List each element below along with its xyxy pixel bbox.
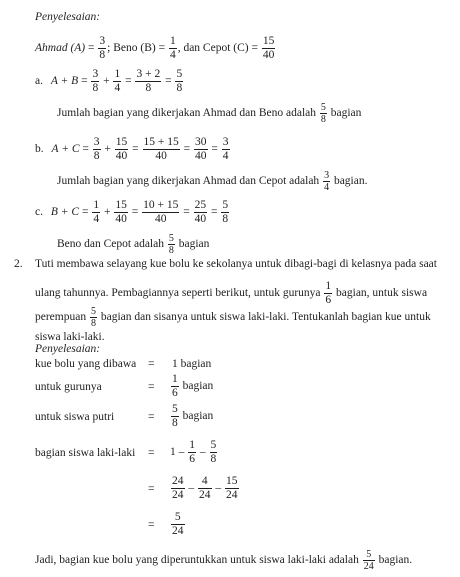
result-text: Beno dan Cepot adalah [57, 238, 164, 251]
item-label: c. [35, 206, 43, 219]
numerator: 25 [194, 199, 207, 211]
result-text: Jumlah bagian yang dikerjakan Ahmad dan Cepot adalah [57, 175, 320, 188]
row-label: bagian siswa laki-laki [35, 447, 136, 459]
solution-label-2: Penyelesaian: [35, 343, 101, 355]
minus: – [215, 482, 222, 495]
numerator: 15 [226, 475, 238, 487]
minus: – [199, 446, 206, 459]
equals: = [148, 381, 155, 393]
fraction [143, 137, 180, 162]
denominator: 24 [172, 489, 184, 501]
fraction [225, 476, 239, 501]
denominator: 4 [169, 49, 176, 61]
row-value [170, 512, 186, 537]
row-value [170, 374, 213, 399]
fraction [320, 103, 327, 124]
fraction-beno [169, 36, 177, 61]
denominator: 4 [222, 150, 229, 162]
denominator: 8 [93, 150, 100, 162]
result-text: Jumlah bagian yang dikerjakan Ahmad dan Beno adalah [57, 107, 316, 120]
denominator: 6 [172, 387, 178, 399]
row-label: untuk siswa putri [35, 411, 115, 423]
fraction [194, 200, 208, 225]
denominator: 8 [92, 82, 99, 94]
numerator: 1 [189, 439, 195, 451]
unit: bagian. [378, 554, 413, 567]
numerator: 3 [324, 170, 330, 181]
numerator: 1 [114, 68, 121, 80]
denominator: 8 [210, 453, 217, 465]
denominator: 8 [172, 417, 178, 429]
text: ulang tahunnya. Pembagiannya seperti berikut, untuk gurunya [35, 287, 321, 300]
equals: = [148, 358, 155, 370]
fraction [323, 171, 330, 192]
text: perempuan [35, 311, 87, 324]
denominator: 4 [93, 213, 100, 225]
text: bagian dan sisanya untuk siswa laki-laki. Tentukanlah bagian kue untuk [100, 311, 431, 324]
denominator: 40 [115, 150, 128, 162]
numerator: 3 + 2 [136, 68, 161, 80]
beno-label: ; Beno (B) [107, 42, 156, 55]
denominator: 40 [115, 213, 127, 225]
numerator: 5 [171, 512, 185, 525]
fraction [324, 281, 332, 306]
denominator: 40 [195, 150, 207, 162]
fraction [113, 69, 121, 94]
numerator: 24 [172, 475, 184, 487]
expression: A + B [50, 75, 79, 88]
minus: – [178, 446, 185, 459]
fraction [91, 69, 99, 94]
denominator: 8 [145, 82, 152, 94]
numerator: 1 [169, 35, 176, 47]
fraction [135, 69, 161, 94]
numerator: 5 [320, 102, 326, 113]
equals: = [148, 447, 155, 459]
denominator: 8 [99, 49, 106, 61]
equals: = [148, 411, 155, 423]
numerator: 30 [195, 136, 207, 148]
problem-line-1: Tuti membawa selayang kue bolu ke sekolanya untuk dibagi-bagi di kelasnya pada saat [35, 258, 437, 270]
denominator: 4 [114, 82, 121, 94]
solution-label: Penyelesaian: [35, 11, 101, 23]
denominator: 8 [90, 318, 96, 329]
numerator: 3 [92, 68, 99, 80]
equation-b: b. A + C = $\frac{3}{8}$ + $\frac{15}{40}$ = $\frac{15 + 15}{40}$ = $\frac{30}{40}$ = $\frac{3}{4}$ [35, 136, 229, 162]
numerator: 5 [210, 439, 217, 451]
numerator: 3 [93, 136, 100, 148]
denominator: 40 [155, 150, 167, 162]
equation-a: a. A + B = $\frac{3}{8}$ + $\frac{1}{4}$ = $\frac{3 + 2}{8}$ = $\frac{5}{8}$ [35, 68, 183, 94]
numerator: 1 [325, 280, 332, 292]
item-label: b. [35, 143, 44, 156]
fraction [194, 137, 208, 162]
fraction [363, 550, 375, 571]
denominator: 24 [226, 489, 238, 501]
numerator: 3 [99, 35, 106, 47]
denominator: 8 [320, 114, 326, 125]
fraction [92, 200, 100, 225]
ahmad-label: Ahmad (A) [35, 42, 86, 55]
denominator: 24 [172, 525, 184, 537]
numerator: 1 [93, 199, 100, 211]
fraction [115, 137, 129, 162]
text: bagian, untuk siswa [336, 287, 428, 300]
numerator: 10 + 15 [143, 199, 179, 211]
fraction [168, 234, 175, 255]
denominator: 8 [222, 213, 229, 225]
equation-c: c. B + C = $\frac{1}{4}$ + $\frac{15}{40}$ = $\frac{10 + 15}{40}$ = $\frac{25}{40}$ = $\frac{5}{8}$ [35, 199, 229, 225]
problem-number: 2. [14, 258, 23, 270]
numerator: 15 [115, 199, 127, 211]
item-label: a. [35, 75, 43, 88]
result-c [57, 234, 209, 255]
numerator: 4 [198, 476, 212, 489]
row-value: 1 bagian [172, 358, 212, 370]
denominator: 8 [176, 82, 183, 94]
unit: bagian [182, 380, 214, 393]
numerator: 5 [168, 233, 174, 244]
fraction [93, 137, 101, 162]
fraction [171, 512, 185, 537]
numerator: 1 [172, 373, 178, 385]
expression: A + C [51, 143, 80, 156]
conclusion-text: Jadi, bagian kue bolu yang diperuntukkan untuk siswa laki-laki adalah [35, 554, 359, 567]
denominator: 40 [194, 213, 207, 225]
denominator: 24 [363, 561, 374, 572]
one: 1 [170, 446, 176, 459]
denominator: 40 [262, 49, 275, 61]
fraction [210, 440, 218, 465]
row-value [170, 404, 213, 429]
equals: = [148, 483, 155, 495]
numerator: 5 [90, 306, 96, 317]
expression: B + C [50, 206, 80, 219]
result-a [57, 103, 361, 124]
fraction [114, 200, 128, 225]
numerator: 3 [222, 136, 229, 148]
fraction [142, 200, 179, 225]
row-label: untuk gurunya [35, 381, 102, 393]
fraction [175, 69, 183, 94]
cepot-label: , dan Cepot (C) [177, 42, 249, 55]
fraction [90, 307, 97, 328]
unit: bagian [182, 410, 214, 423]
numerator: 5 [363, 550, 375, 561]
fraction-ahmad [98, 36, 106, 61]
fraction [171, 404, 179, 429]
fraction [188, 440, 196, 465]
numerator: 15 [262, 35, 275, 47]
minus: – [188, 482, 195, 495]
unit: bagian. [333, 175, 368, 188]
problem-line-4: siswa laki-laki. [35, 331, 105, 343]
denominator: 24 [199, 489, 211, 501]
unit: bagian [330, 107, 362, 120]
numerator: 5 [176, 68, 183, 80]
conclusion [35, 550, 412, 571]
denominator: 6 [325, 294, 332, 306]
denominator: 4 [324, 182, 330, 193]
fraction-cepot [262, 36, 276, 61]
fraction [198, 476, 212, 501]
result-b [57, 171, 367, 192]
row-label: kue bolu yang dibawa [35, 358, 137, 370]
unit: bagian [178, 238, 210, 251]
problem-line-2 [35, 281, 427, 306]
numerator: 5 [172, 403, 178, 415]
denominator: 40 [154, 213, 167, 225]
fraction-definitions: Ahmad (A) = $\frac{3}{8}$ ; Beno (B) = $\frac{1}{4}$ , dan Cepot (C) = $\frac{15}{40}$ [35, 35, 275, 61]
numerator: 15 + 15 [143, 136, 179, 148]
fraction [221, 200, 229, 225]
row-value [170, 440, 218, 465]
numerator: 5 [222, 199, 229, 211]
denominator: 8 [168, 245, 174, 256]
fraction [222, 137, 230, 162]
denominator: 6 [189, 453, 195, 465]
fraction [171, 476, 185, 501]
equals: = [148, 519, 155, 531]
numerator: 15 [115, 136, 128, 148]
problem-line-3 [35, 307, 431, 328]
fraction [171, 374, 179, 399]
row-value [170, 476, 240, 501]
